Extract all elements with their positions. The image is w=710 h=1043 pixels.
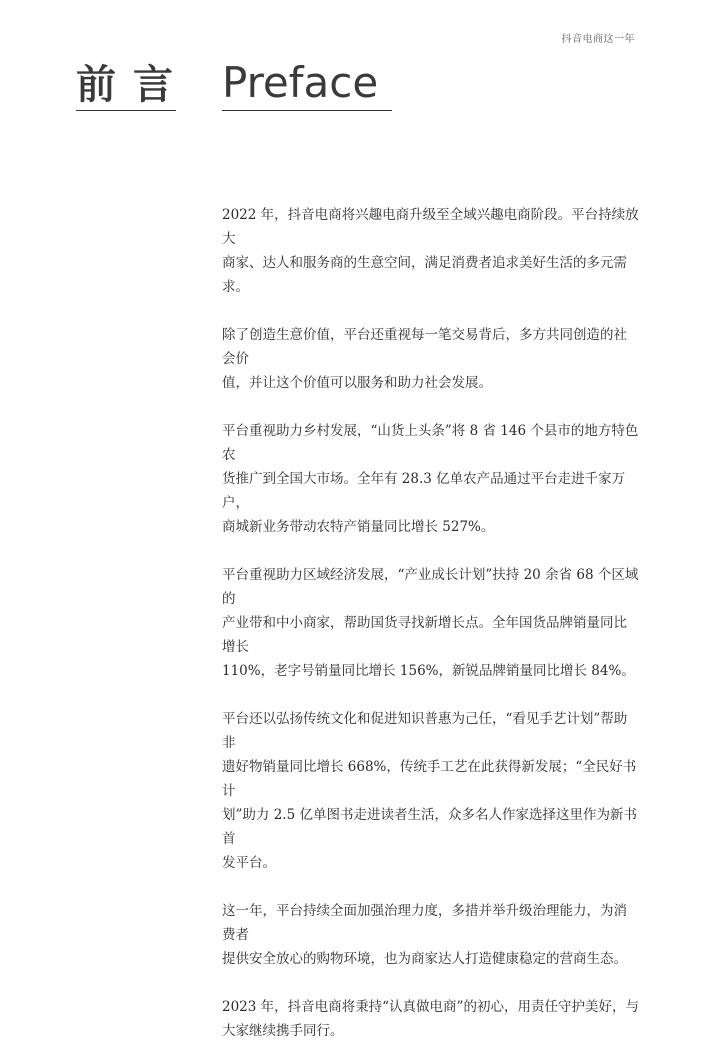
- line: 划”助力 2.5 亿单图书走进读者生活，众多名人作家选择这里作为新书首: [222, 807, 637, 847]
- line: 发平台。: [222, 855, 276, 871]
- page-title-chinese: 前言: [76, 62, 190, 108]
- paragraph-5: [222, 707, 640, 875]
- line: 110%，老字号销量同比增长 156%，新锐品牌销量同比增长 84%。: [222, 663, 635, 679]
- paragraph-7: [222, 995, 640, 1043]
- line: 值，并让这个价值可以服务和助力社会发展。: [222, 375, 492, 391]
- title-underline-english: [222, 110, 392, 111]
- line: 2023 年，抖音电商将秉持“认真做电商”的初心，用责任守护美好，与: [222, 999, 639, 1015]
- line: 这一年，平台持续全面加强治理力度，多措并举升级治理能力，为消费者: [222, 903, 627, 943]
- paragraph-6: [222, 899, 640, 971]
- paragraph-3: [222, 419, 640, 539]
- preface-body: [222, 203, 640, 1043]
- line: 货推广到全国大市场。全年有 28.3 亿单农产品通过平台走进千家万户，: [222, 471, 626, 511]
- paragraph-4: [222, 563, 640, 683]
- line: 商家、达人和服务商的生意空间，满足消费者追求美好生活的多元需求。: [222, 255, 627, 295]
- line: 遗好物销量同比增长 668%，传统手工艺在此获得新发展；“全民好书计: [222, 759, 637, 799]
- line: 2022 年，抖音电商将兴趣电商升级至全域兴趣电商阶段。平台持续放大: [222, 207, 639, 247]
- line: 提供安全放心的购物环境，也为商家达人打造健康稳定的营商生态。: [222, 951, 627, 967]
- line: 平台重视助力区域经济发展，“产业成长计划”扶持 20 余省 68 个区域的: [222, 567, 639, 607]
- running-header: 抖音电商这一年: [561, 34, 635, 45]
- line: 商城新业务带动农特产销量同比增长 527%。: [222, 519, 495, 535]
- title-underline-chinese: [76, 110, 176, 111]
- paragraph-2: [222, 323, 640, 395]
- line: 大家继续携手同行。: [222, 1023, 344, 1039]
- line: 产业带和中小商家，帮助国货寻找新增长点。全年国货品牌销量同比增长: [222, 615, 627, 655]
- paragraph-1: [222, 203, 640, 299]
- line: 除了创造生意价值，平台还重视每一笔交易背后，多方共同创造的社会价: [222, 327, 627, 367]
- page-title-english: Preface: [222, 58, 379, 107]
- line: 平台还以弘扬传统文化和促进知识普惠为己任，“看见手艺计划”帮助非: [222, 711, 628, 751]
- line: 平台重视助力乡村发展，“山货上头条”将 8 省 146 个县市的地方特色农: [222, 423, 639, 463]
